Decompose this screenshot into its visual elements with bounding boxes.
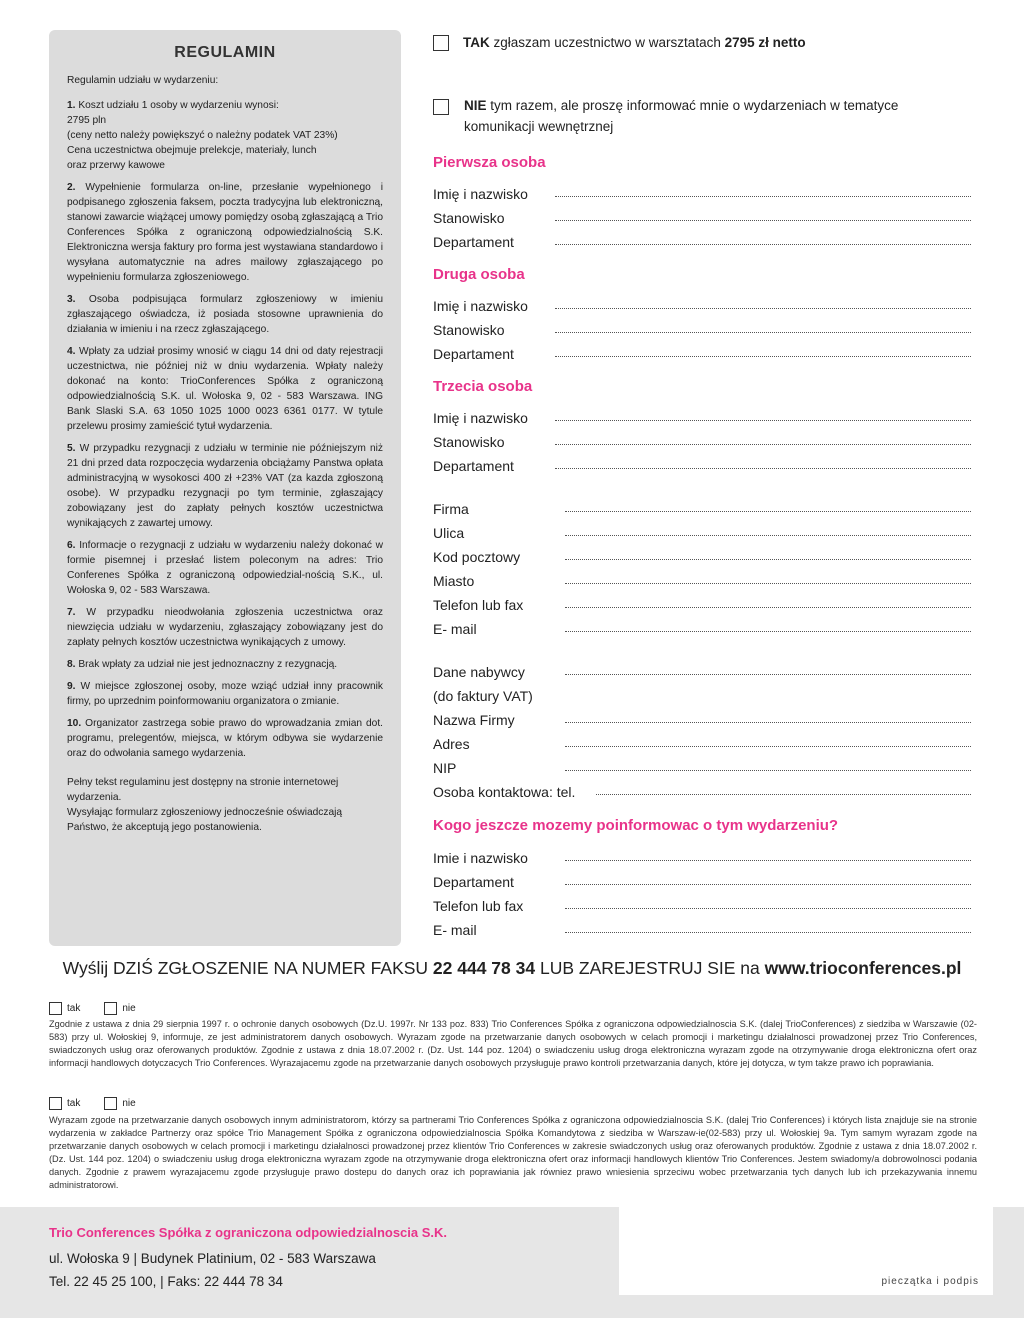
nip-field[interactable]: NIP — [433, 754, 971, 776]
nie-checkbox[interactable] — [433, 99, 449, 115]
inform-name-field[interactable]: Imie i nazwisko — [433, 844, 971, 866]
regulamin-intro: Regulamin udziału w wydarzeniu: — [67, 75, 219, 86]
regulamin-point-7: 7. W przypadku nieodwołania zgłoszenia uczestnictwa oraz niewzięcia udziału w wydarzeniu, zgłaszający zobowiązany jest do zapłaty pełnych kosztów uczestnictwa wynikających z umowy. — [67, 607, 383, 648]
regulamin-point-4: 4. Wpłaty za udział prosimy wnosić w ciągu 14 dni od daty rejestracji uczestnictwa, nie później niż w dniu wydarzenia. Wpłaty należy dokonać na konto: TrioConferences Spółka z ograniczoną odpowiedzialnością S.K. ul. Wołoska 9, 02 - 583 Warszawa. ING Bank Slaski S.A. 63 1050 1025 1000 0023 6361 0177. W tytule przelewu prosimy zamieścić tytuł wydarzenia. — [67, 346, 383, 432]
stamp-signature-box[interactable] — [619, 1207, 993, 1295]
inform-phone-fax-field[interactable]: Telefon lub fax — [433, 892, 971, 914]
person2-department-field[interactable]: Departament — [433, 340, 971, 362]
regulamin-panel — [49, 30, 401, 946]
tak-option-text: TAK zgłaszam uczestnictwo w warsztatach 2795 zł netto — [463, 35, 806, 50]
person3-name-field[interactable]: Imię i nazwisko — [433, 404, 971, 426]
footer-address: ul. Wołoska 9 | Budynek Platinium, 02 - 583 Warszawa — [49, 1251, 376, 1266]
person3-department-field[interactable]: Departament — [433, 452, 971, 474]
consent1-nie-checkbox[interactable] — [104, 1002, 117, 1015]
consent1-text: Zgodnie z ustawa z dnia 29 sierpnia 1997 r. o ochronie danych osobowych (Dz.U. 1997r. Nr 133 poz. 833) Trio Conferences Spółka z ograniczona odpowiedzialnoscia S.K. (dalej TrioConferences) z siedziba w Warszawie (02-583) przy ul. Wołoskiej 9, informuje, ze jest administratorem danych osobowych. Wyrazam zgode na przetwarzanie danych osobowych w celach promocji i marketingu działalnosci prowadzonej przez Trio Conferences, swiadczonych usług oraz oferowanych produktów. Zgodnie z ustawa z dnia 18.07.2002 r. (Dz. Ust. 144 poz. 1204) o swiadczeniu usług droga elektroniczna wyrazam zgode na otrzymywanie droga elektroniczna ofert oraz informacji handlowych dotyczacych Trio Conferences. Wyrazajacemu zgode na przetwarzanie danych osobowych przysługuje prawo kontroli przetwarzania danych, które jej dotycza, w tym takze prawo ich poprawiania. — [49, 1019, 977, 1068]
vat-invoice-label: (do faktury VAT) — [433, 688, 533, 704]
contact-person-phone-field[interactable]: Osoba kontaktowa: tel. — [433, 778, 971, 800]
footer — [0, 1207, 1024, 1318]
buyer-address-field[interactable]: Adres — [433, 730, 971, 752]
buyer-data-field[interactable]: Dane nabywcy — [433, 658, 971, 680]
person3-position-field[interactable]: Stanowisko — [433, 428, 971, 450]
footer-company-name: Trio Conferences Spółka z ograniczona odpowiedzialnoscia S.K. — [49, 1225, 448, 1240]
person1-position-field[interactable]: Stanowisko — [433, 204, 971, 226]
person1-name-field[interactable]: Imię i nazwisko — [433, 180, 971, 202]
person1-department-field[interactable]: Departament — [433, 228, 971, 250]
consent2-options: tak nie — [49, 1097, 160, 1110]
regulamin-point-2: 2. Wypełnienie formularza on-line, przesłanie wypełnionego i podpisanego zgłoszenia faksem, poczta tradycyjna lub elektroniczną, stanowi zawarcie wiążącej umowy pomiędzy osobą zgłaszającą a Trio Conferences Spółka z ograniczoną odpowiedzialnością S.K. Elektroniczna wersja faktury pro forma jest wystawiana standardowo i wysyłana automatycznie na adres mailowy zgłaszającego po wypełnieniu formularza zgłoszeniowego. — [67, 182, 383, 283]
buyer-company-name-field[interactable]: Nazwa Firmy — [433, 706, 971, 728]
consent1-tak-checkbox[interactable] — [49, 1002, 62, 1015]
consent1-options: tak nie — [49, 1002, 160, 1015]
regulamin-title: REGULAMIN — [174, 44, 276, 61]
regulamin-point-1: 1. Koszt udziału 1 osoby w wydarzeniu wynosi: 2795 pln (ceny netto należy powiększyć o należny podatek VAT 23%) Cena uczestnictwa obejmuje prelekcje, materiały, lunch oraz przerwy kawowe — [67, 100, 338, 171]
website-link[interactable]: www.trioconferences.pl — [764, 958, 962, 978]
person1-heading: Pierwsza osoba — [433, 154, 546, 171]
tak-checkbox[interactable] — [433, 35, 449, 51]
person2-heading: Druga osoba — [433, 266, 525, 283]
email-field[interactable]: E- mail — [433, 615, 971, 637]
consent2-tak-checkbox[interactable] — [49, 1097, 62, 1110]
street-field[interactable]: Ulica — [433, 519, 971, 541]
inform-email-field[interactable]: E- mail — [433, 916, 971, 938]
regulamin-point-10: 10. Organizator zastrzega sobie prawo do wprowadzania zmian dot. programu, prelegentów, miejsca, w którym odbywa sie wydarzenie oraz do odwołania samego wydarzenia. — [67, 718, 383, 759]
regulamin-point-9: 9. W miejsce zgłoszonej osoby, moze wziąć udział inny pracownik firmy, po uprzednim poinformowaniu organizatora o zmianie. — [67, 681, 383, 707]
footer-phone: Tel. 22 45 25 100, | Faks: 22 444 78 34 — [49, 1274, 283, 1289]
nie-option-text: NIE tym razem, ale proszę informować mnie o wydarzeniach w tematyce komunikacji wewnętrznej — [464, 98, 899, 134]
regulamin-point-3: 3. Osoba podpisująca formularz zgłoszeniowy w imieniu zgłaszającego oświadcza, iż posiada stosowne uprawnienia do działania w imieniu i na rzecz zgłaszającego. — [67, 294, 383, 335]
regulamin-point-8: 8. Brak wpłaty za udział nie jest jednoznaczny z rezygnacją. — [67, 659, 338, 670]
regulamin-point-5: 5. W przypadku rezygnacji z udziału w terminie nie późniejszym niż 21 dni przed data rozpoczęcia wydarzenia obciążamy Panstwa opłata administracyjną w wysokosci 400 zł +23% VAT (za kazda zgłoszoną osobe). W przypadku rezygnacji po tym terminie, zgłaszający zobowiązany jest do zapłaty pełnych kosztów uczestnictwa wynikających z zawartej umowy. — [67, 443, 383, 529]
inform-department-field[interactable]: Departament — [433, 868, 971, 890]
phone-fax-field[interactable]: Telefon lub fax — [433, 591, 971, 613]
person2-name-field[interactable]: Imię i nazwisko — [433, 292, 971, 314]
regulamin-footer: Pełny tekst regulaminu jest dostępny na stronie internetowej wydarzenia. Wysyłając formularz zgłoszeniowy jednocześnie oświadczają Państwo, że akceptują jego postanowienia. — [67, 777, 343, 833]
person2-position-field[interactable]: Stanowisko — [433, 316, 971, 338]
stamp-signature-label: pieczątka i podpis — [881, 1276, 979, 1287]
company-field[interactable]: Firma — [433, 495, 971, 517]
person3-heading: Trzecia osoba — [433, 378, 533, 395]
city-field[interactable]: Miasto — [433, 567, 971, 589]
call-to-action: Wyślij DZIŚ ZGŁOSZENIE NA NUMER FAKSU 22 444 78 34 LUB ZAREJESTRUJ SIE na www.trioconferences.pl — [62, 958, 962, 978]
regulamin-point-6: 6. Informacje o rezygnacji z udziału w wydarzeniu należy dokonać w formie pisemnej i przesłać listem poleconym na adres: Trio Conferenes Spółka z ograniczoną odpowiedzial-nością S.K., ul. Wołoska 9, 02 - 583 Warszawa. — [67, 540, 383, 596]
postal-code-field[interactable]: Kod pocztowy — [433, 543, 971, 565]
consent2-nie-checkbox[interactable] — [104, 1097, 117, 1110]
inform-heading: Kogo jeszcze mozemy poinformowac o tym wydarzeniu? — [433, 817, 839, 834]
consent2-text: Wyrazam zgode na przetwarzanie danych osobowych innym administratorom, którzy sa partnerami Trio Conferences Spółka z ograniczona odpowiedzialnoscia S.K. (dalej Trio Conferences) i których lista znajdujе sie na stronie wydarzenia w zakładce Partnerzy oraz spółce Trio Management Spółka z ograniczona odpowiedzialnoscia Spółka Komandytowa z siedziba w Warszaw-ie(02-583) przy ul. Wołoskiej 9a. Tym samym wyrazam zgode na przetwarzanie danych osobowych w celach promocji i marketingu działalnosci prowadzonej przez klientów Trio Conferences w zakresie swiadczonych usług oraz oferowanych produktów. Zgodnie z ustawa z dnia 18.07.2002 r. (Dz. Ust. 144 poz. 1204) o swiadczeniu usług droga elektroniczna wyrazam zgode na otrzymywanie droga elektroniczna ofert oraz informacji handlowych klientów Trio Conferences. Jestem swiadomy/a dobrowolnosci podania danych. Zgodnie z prawem wyrazajacemu zgode przysługuje prawo dostepu do danych oraz ich poprawiania jak równiez prawo wniesienia sprzeciwu wobec przetwarzania tych danych lub ich przekazywania innemu administratorowi. — [49, 1115, 977, 1190]
